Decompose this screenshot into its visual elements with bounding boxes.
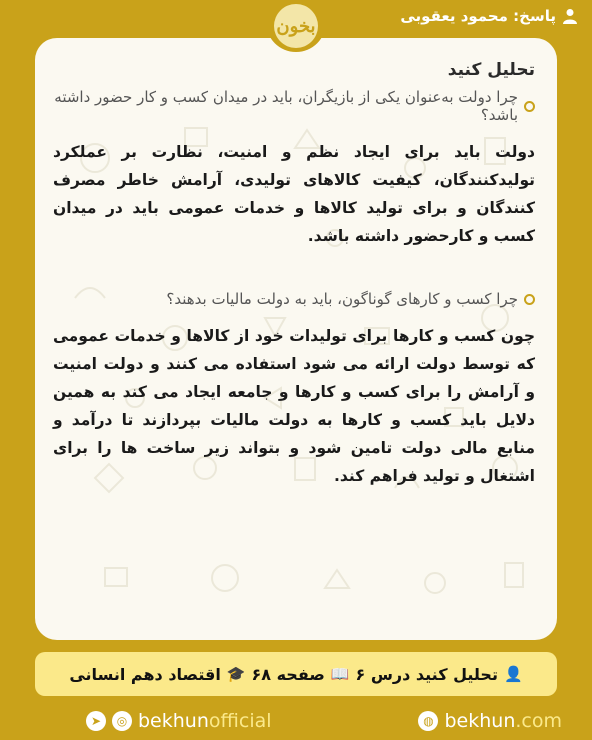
social-prefix: bekhun [138, 710, 209, 732]
bullet-icon [524, 101, 535, 112]
site-suffix: .com [515, 710, 562, 732]
student-icon: 👤 [503, 665, 523, 683]
bottom-bar [0, 704, 592, 738]
author-label [400, 7, 578, 25]
footer-strip [35, 652, 557, 696]
question-2 [53, 290, 535, 308]
telegram-icon: ➤ [86, 711, 106, 731]
instagram-icon: ◎ [112, 711, 132, 731]
bullet-icon [524, 294, 535, 305]
logo-text: بخون [276, 15, 316, 37]
answer-2: چون کسب و کارها برای تولیدات خود از کالاها و خدمات عمومی که توسط دولت ارائه می شود استفاده می کنند و دولت امنیت و آرامش را برای کسب و کارها و جامعه ایجاد می کند به همین دلایل باید کسب و کارها به دولت مالیات بپردازند تا درآمد و منابع مالی دولت تامین شود و بتواند زیر ساخت ها را برای اشتغال و تولید فراهم کند. [53, 327, 535, 485]
graduation-cap-icon: 🎓 [226, 665, 246, 683]
social-handle[interactable] [86, 710, 272, 732]
section-title: تحلیل کنید [447, 60, 535, 80]
content-area [53, 60, 535, 490]
site-prefix: bekhun [444, 710, 516, 732]
social-suffix: official [208, 710, 272, 732]
footer-page: صفحه ۶۸ [251, 664, 325, 684]
book-open-icon: 📖 [330, 665, 350, 683]
content-card [35, 38, 557, 640]
author-text: پاسخ: محمود یعقوبی [400, 7, 556, 25]
question-2-text: چرا کسب و کارهای گوناگون، باید به دولت مالیات بدهند؟ [166, 290, 518, 308]
question-1-text: چرا دولت به‌عنوان یکی از بازیگران، باید در میدان کسب و کار حضور داشته باشد؟ [54, 88, 518, 124]
globe-icon: ◍ [418, 711, 438, 731]
footer-book: اقتصاد دهم انسانی [69, 664, 221, 684]
user-icon [562, 8, 578, 24]
footer-lesson: تحلیل کنید درس ۶ [355, 664, 498, 684]
logo-mark [274, 4, 318, 48]
answer-1: دولت باید برای ایجاد نظم و امنیت، نظارت بر عملکرد تولیدکنندگان، کیفیت کالاهای تولیدی، آرامش خاطر مصرف کنندگان و برای تولید کالاها و خدمات عمومی باید در میدان کسب و کارحضور داشته باشد. [53, 143, 535, 245]
website-link[interactable] [418, 710, 562, 732]
question-1 [53, 88, 535, 124]
